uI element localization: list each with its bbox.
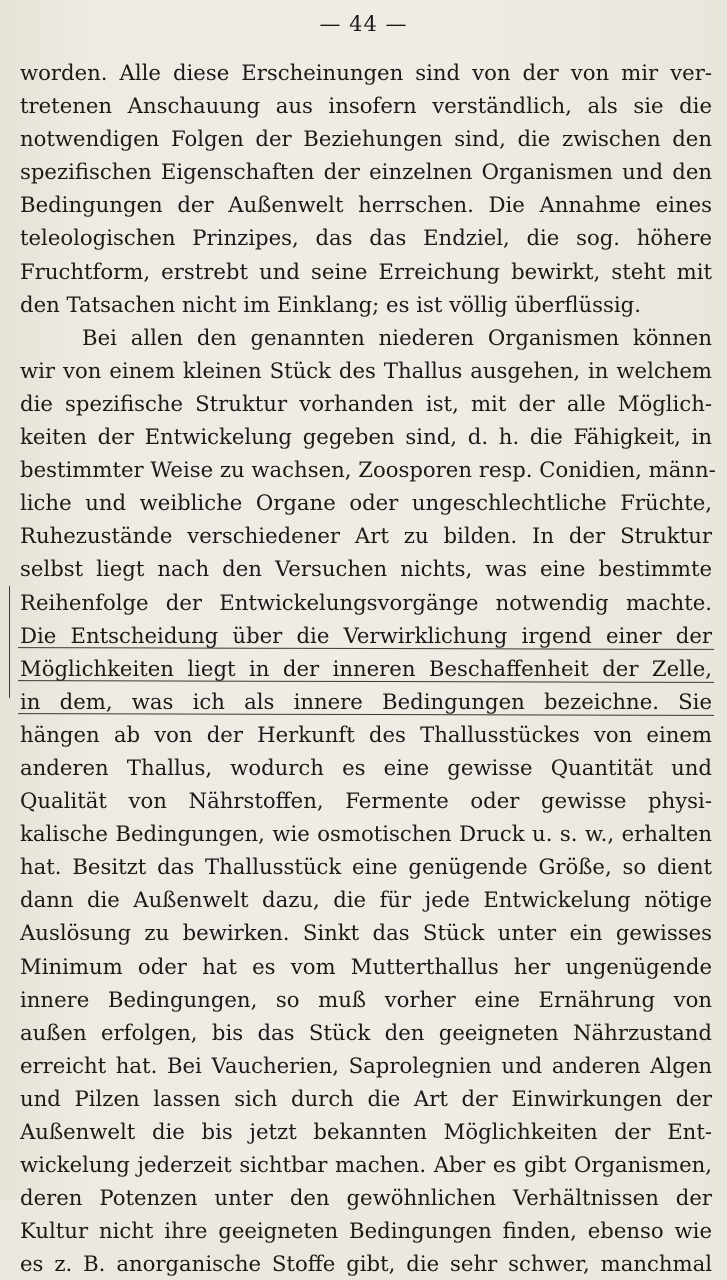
text-line: liche und weibliche Organe oder ungeschlechtliche Früchte, <box>20 490 712 516</box>
text-line: Qualität von Nährstoffen, Fermente oder gewisse physi- <box>20 788 712 814</box>
text-line: Fruchtform, erstrebt und seine Erreichung bewirkt, steht mit <box>20 258 712 284</box>
text-line: notwendigen Folgen der Beziehungen sind, die zwischen den <box>20 126 712 152</box>
text-line-paragraph-start: Bei allen den genannten niederen Organismen können <box>82 324 712 350</box>
margin-pencil-mark <box>9 586 10 698</box>
text-line: bestimmter Weise zu wachsen, Zoosporen resp. Conidien, männ- <box>20 457 716 483</box>
text-line: dann die Außenwelt dazu, die für jede Entwickelung nötige <box>20 887 712 913</box>
text-line-underlined: Möglichkeiten liegt in der inneren Beschaffenheit der Zelle, <box>20 652 712 685</box>
text-line: Auslösung zu bewirken. Sinkt das Stück unter ein gewisses <box>20 920 712 946</box>
text-line: und Pilzen lassen sich durch die Art der Einwirkungen der <box>20 1085 712 1111</box>
text-line: anderen Thallus, wodurch es eine gewisse Quantität und <box>20 754 712 780</box>
text-line: den Tatsachen nicht im Einklang; es ist völlig überflüssig. <box>20 291 641 317</box>
text-line: Minimum oder hat es vom Mutterthallus her ungenügende <box>20 953 712 979</box>
text-line: tretenen Anschauung aus insofern verständlich, als sie die <box>20 93 712 119</box>
text-line: worden. Alle diese Erscheinungen sind von der von mir ver- <box>20 60 712 85</box>
text-line: teleologischen Prinzipes, das das Endziel, die sog. höhere <box>20 225 712 251</box>
text-line: hat. Besitzt das Thallusstück eine genügende Größe, so dient <box>20 854 712 880</box>
text-line: innere Bedingungen, so muß vorher eine Ernährung von <box>20 986 712 1012</box>
text-line: wickelung jederzeit sichtbar machen. Aber es gibt Organismen, <box>20 1152 712 1178</box>
text-line: die spezifische Struktur vorhanden ist, mit der alle Möglich- <box>20 390 712 416</box>
text-line: wir von einem kleinen Stück des Thallus ausgehen, in welchem <box>20 357 712 383</box>
text-line: spezifischen Eigenschaften der einzelnen Organismen und den <box>20 159 712 185</box>
text-line-underlined: in dem, was ich als innere Bedingungen bezeichne. Sie <box>20 685 712 718</box>
text-line: Bedingungen der Außenwelt herrschen. Die Annahme eines <box>20 192 712 218</box>
text-line: Außenwelt die bis jetzt bekannten Möglichkeiten der Ent- <box>20 1119 712 1144</box>
text-line: Reihenfolge der Entwickelungsvorgänge notwendig machte. <box>20 589 712 615</box>
text-line: Ruhezustände verschiedener Art zu bilden. In der Struktur <box>20 523 712 549</box>
text-line: deren Potenzen unter den gewöhnlichen Verhältnissen der <box>20 1185 712 1211</box>
text-line: erreicht hat. Bei Vaucherien, Saprolegnien und anderen Algen <box>20 1052 712 1078</box>
text-line: Kultur nicht ihre geeigneten Bedingungen finden, ebenso wie <box>20 1218 712 1244</box>
body-text <box>20 56 716 1280</box>
text-line: hängen ab von der Herkunft des Thallusstückes von einem <box>20 721 712 747</box>
text-line: keiten der Entwickelung gegeben sind, d. h. die Fähigkeit, in <box>20 424 712 450</box>
text-line: selbst liegt nach den Versuchen nichts, was eine bestimmte <box>20 556 712 582</box>
text-line-underlined: Die Entscheidung über die Verwirklichung irgend einer der <box>20 619 712 652</box>
text-line: außen erfolgen, bis das Stück den geeigneten Nährzustand <box>20 1019 712 1045</box>
text-line: kalische Bedingungen, wie osmotischen Druck u. s. w., erhalten <box>20 821 712 847</box>
page-number: — 44 — <box>319 12 408 36</box>
text-line: es z. B. anorganische Stoffe gibt, die sehr schwer, manchmal <box>20 1251 712 1277</box>
